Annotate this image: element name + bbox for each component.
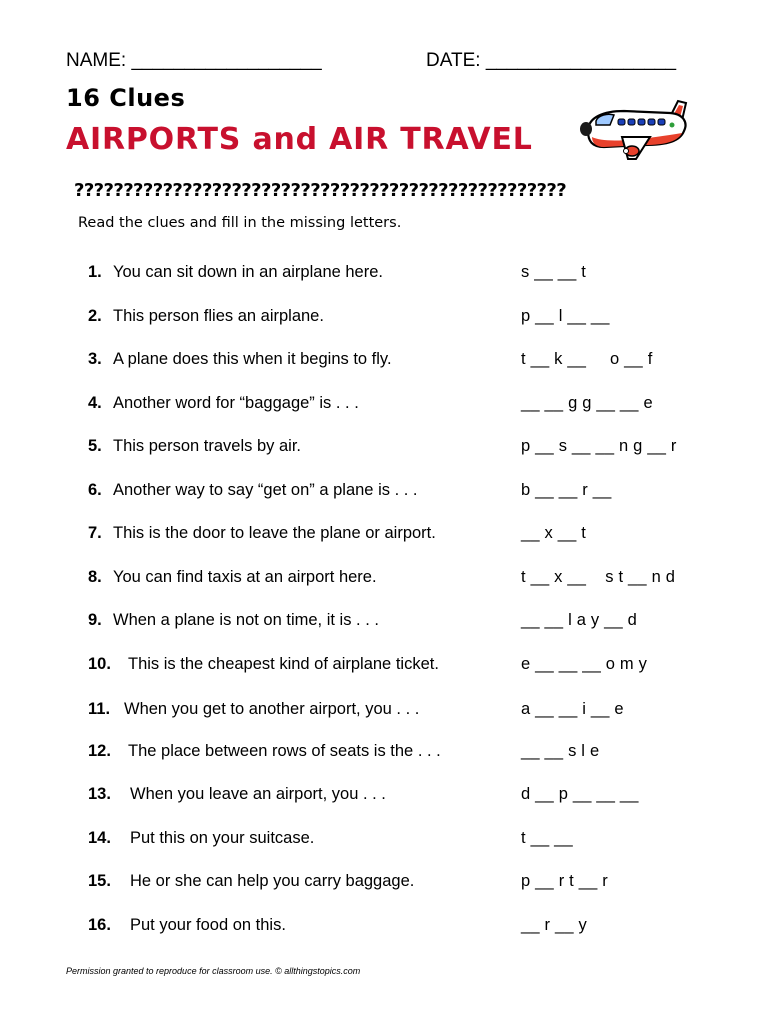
date-field[interactable]: DATE: __________________ <box>426 50 677 71</box>
clue-item <box>0 611 768 639</box>
clue-item <box>0 916 768 944</box>
clue-item <box>0 350 768 378</box>
clue-number: 15. <box>88 872 111 890</box>
clue-text: When you get to another airport, you . . . <box>124 700 420 718</box>
clue-number: 1. <box>88 263 102 281</box>
clue-text: Another word for “baggage” is . . . <box>113 393 359 412</box>
clue-item <box>0 307 768 335</box>
clue-item <box>0 568 768 596</box>
clue-answer[interactable]: p __ r t __ r <box>521 872 608 890</box>
clue-item <box>0 700 768 728</box>
subtitle: 16 Clues <box>66 84 186 112</box>
clue-text: When a plane is not on time, it is . . . <box>113 611 379 629</box>
clue-item <box>0 263 768 291</box>
clue-number: 16. <box>88 916 111 934</box>
clue-text: Another way to say “get on” a plane is . . . <box>113 480 418 499</box>
airplane-icon <box>574 95 690 167</box>
clue-answer[interactable]: e __ __ __ o m y <box>521 654 648 673</box>
name-field[interactable]: NAME: __________________ <box>66 50 322 71</box>
clue-item <box>0 481 768 509</box>
clue-number: 12. <box>88 742 111 760</box>
clue-answer[interactable]: b __ __ r __ <box>521 480 612 499</box>
clue-text: Put your food on this. <box>130 916 286 934</box>
clue-answer[interactable]: __ x __ t <box>521 524 587 542</box>
clue-number: 6. <box>88 480 102 499</box>
clue-number: 10. <box>88 654 111 673</box>
clue-text: This person travels by air. <box>113 437 301 455</box>
question-mark-divider: ?????????????????????????????????????????????????? <box>74 180 567 201</box>
clue-number: 13. <box>88 785 111 803</box>
clue-number: 5. <box>88 437 102 455</box>
clue-text: You can find taxis at an airport here. <box>113 567 377 586</box>
clue-answer[interactable]: __ r __ y <box>521 916 588 934</box>
clue-text: When you leave an airport, you . . . <box>130 785 386 803</box>
clue-item <box>0 785 768 813</box>
clue-answer[interactable]: a __ __ i __ e <box>521 700 624 718</box>
clue-text: He or she can help you carry baggage. <box>130 872 415 890</box>
clue-item <box>0 437 768 465</box>
instructions: Read the clues and fill in the missing letters. <box>78 215 402 231</box>
clue-answer[interactable]: __ __ s l e <box>521 742 600 760</box>
clue-number: 2. <box>88 306 102 325</box>
clue-number: 8. <box>88 567 102 586</box>
clue-item <box>0 872 768 900</box>
clue-number: 4. <box>88 393 102 412</box>
clue-text: This is the door to leave the plane or airport. <box>113 524 436 542</box>
clue-answer[interactable]: d __ p __ __ __ <box>521 785 639 803</box>
clue-text: This is the cheapest kind of airplane ticket. <box>128 654 439 673</box>
clue-answer[interactable]: p __ l __ __ <box>521 306 610 325</box>
clue-item <box>0 394 768 422</box>
clue-text: You can sit down in an airplane here. <box>113 263 383 281</box>
header-row <box>66 50 716 80</box>
clue-answer[interactable]: t __ __ <box>521 829 573 847</box>
clue-item <box>0 655 768 683</box>
clue-text: The place between rows of seats is the . . . <box>128 742 441 760</box>
clue-item <box>0 742 768 770</box>
clue-item <box>0 829 768 857</box>
page-title: AIRPORTS and AIR TRAVEL <box>66 122 533 157</box>
clue-number: 3. <box>88 350 102 368</box>
clue-text: This person flies an airplane. <box>113 306 324 325</box>
clue-item <box>0 524 768 552</box>
clue-number: 7. <box>88 524 102 542</box>
clue-answer[interactable]: t __ k __ o __ f <box>521 350 653 368</box>
clue-answer[interactable]: s __ __ t <box>521 263 587 281</box>
clue-answer[interactable]: __ __ l a y __ d <box>521 611 638 629</box>
clue-answer[interactable]: t __ x __ s t __ n d <box>521 567 676 586</box>
clue-answer[interactable]: p __ s __ __ n g __ r <box>521 437 677 455</box>
clue-answer[interactable]: __ __ g g __ __ e <box>521 393 653 412</box>
clue-text: A plane does this when it begins to fly. <box>113 350 392 368</box>
clue-number: 11. <box>88 700 111 718</box>
clue-text: Put this on your suitcase. <box>130 829 315 847</box>
footer-copyright: Permission granted to reproduce for classroom use. © allthingstopics.com <box>66 966 361 976</box>
clue-number: 14. <box>88 829 111 847</box>
clue-number: 9. <box>88 611 102 629</box>
